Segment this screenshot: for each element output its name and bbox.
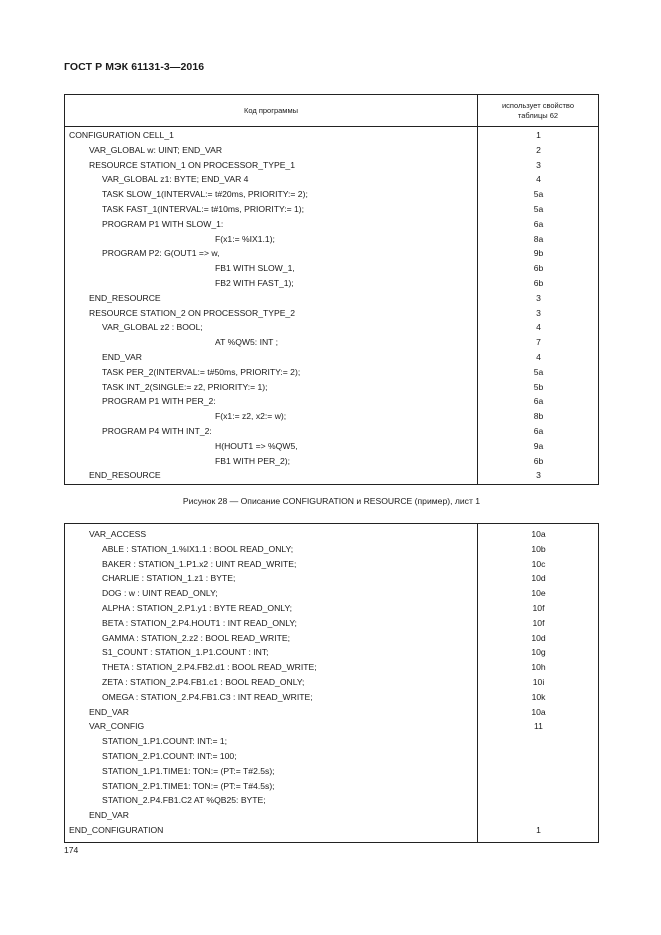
code-line: ALPHA : STATION_2.P1.y1 : BYTE READ_ONLY; [102,603,293,613]
feature-reference: 4 [536,352,541,362]
code-line: STATION_1.P1.COUNT: INT:= 1; [102,736,228,747]
table-row [65,749,598,764]
feature-reference: 10i [532,677,545,687]
table-row [65,306,598,321]
feature-reference: 10h [531,662,546,673]
feature-reference: 10d [531,573,546,584]
code-line: STATION_2.P1.TIME1: TON:= (PT:= T#4.5s); [102,780,275,791]
feature-reference: 6b [533,263,544,274]
code-line: STATION_2.P1.COUNT: INT:= 100; [102,751,237,761]
feature-reference: 6a [533,426,544,436]
feature-reference: 2 [536,144,541,155]
table-row [65,705,598,720]
table-row [65,823,598,838]
table-header-row [65,95,598,127]
table-row [65,217,598,232]
table-row [65,143,598,158]
table-row [65,246,598,261]
page-number: 174 [64,845,79,855]
code-line: VAR_GLOBAL z1: BYTE; END_VAR 4 [102,174,249,185]
code-line: FB2 WITH FAST_1); [215,278,294,288]
feature-reference: 3 [536,470,541,481]
feature-reference: 3 [536,307,541,318]
code-line: PROGRAM P2: G(OUT1 => w, [102,248,220,259]
code-line: AT %QW5: INT ; [215,337,279,348]
feature-reference: 4 [536,174,541,185]
table-row [65,764,598,779]
table-row [65,335,598,350]
code-line: ABLE : STATION_1.%IX1.1 : BOOL READ_ONLY; [102,543,294,554]
code-line: STATION_2.P4.FB1.C2 AT %QB25: BYTE; [102,795,266,806]
code-line: PROGRAM P1 WITH PER_2: [102,396,216,407]
feature-reference: 10e [531,588,546,599]
feature-reference: 7 [536,337,541,348]
table-row [65,439,598,454]
feature-reference: 9b [533,248,544,259]
table-row [65,380,598,395]
code-line: DOG : w : UINT READ_ONLY; [102,588,218,599]
table-row [65,571,598,586]
feature-reference: 6a [533,396,544,407]
code-line: CHARLIE : STATION_1.z1 : BYTE; [102,573,236,584]
figure-caption: Рисунок 28 — Описание CONFIGURATION и RESOURCE (пример), лист 1 [182,496,481,506]
table-row [65,690,598,705]
code-line: RESOURCE STATION_1 ON PROCESSOR_TYPE_1 [89,159,295,170]
code-line: TASK INT_2(SINGLE:= z2, PRIORITY:= 1); [102,381,268,392]
code-line: VAR_CONFIG [89,721,145,732]
table-row [65,675,598,690]
table-row [65,645,598,660]
feature-reference: 6a [533,218,544,229]
table-row [65,586,598,601]
feature-reference: 8b [533,411,544,422]
feature-reference: 10d [531,632,546,643]
table-row [65,424,598,439]
table-row [65,631,598,646]
code-line: PROGRAM P1 WITH SLOW_1: [102,218,224,229]
table-row [65,557,598,572]
feature-reference: 5a [533,204,544,214]
code-line: CONFIGURATION CELL_1 [69,130,174,140]
table-row [65,365,598,380]
table-row [65,454,598,469]
code-line: END_VAR [89,810,129,821]
table-row [65,291,598,306]
feature-reference: 5b [533,381,544,392]
feature-reference: 10k [531,691,546,702]
feature-reference: 10c [531,558,546,569]
code-line: STATION_1.P1.TIME1: TON:= (PT:= T#2.5s); [102,765,275,776]
table-row [65,261,598,276]
code-line: BAKER : STATION_1.P1.x2 : UINT READ_WRITE; [102,558,297,569]
code-line: S1_COUNT : STATION_1.P1.COUNT : INT; [102,647,269,658]
table-row [65,601,598,616]
code-line: OMEGA : STATION_2.P4.FB1.C3 : INT READ_WRITE; [102,691,313,702]
feature-reference: 1 [536,825,541,835]
table-row [65,158,598,173]
code-line: TASK PER_2(INTERVAL:= t#50ms, PRIORITY:= 2); [102,366,301,377]
feature-reference: 9a [533,440,544,451]
table-row [65,409,598,424]
program-code-table-sheet-2 [64,523,599,843]
feature-reference: 10a [531,529,546,539]
table-row [65,616,598,631]
code-line: END_RESOURCE [89,292,161,303]
feature-reference: 1 [536,130,541,140]
table-row [65,719,598,734]
table-row [65,734,598,749]
table-row [65,394,598,409]
program-code-table-sheet-1 [64,94,599,485]
code-line: END_RESOURCE [89,470,161,481]
feature-reference: 4 [536,322,541,333]
code-line: END_CONFIGURATION [69,825,164,835]
code-line: ZETA : STATION_2.P4.FB1.c1 : BOOL READ_ONLY; [102,677,305,687]
code-line: RESOURCE STATION_2 ON PROCESSOR_TYPE_2 [89,307,295,318]
code-line: TASK SLOW_1(INTERVAL:= t#20ms, PRIORITY:= 2); [102,189,308,200]
feature-reference: 11 [534,721,543,732]
table-row [65,808,598,823]
table-row [65,542,598,557]
table-row [65,779,598,794]
column-header-reference: использует свойство таблицы 62 [501,100,575,120]
code-line: VAR_ACCESS [89,529,147,539]
table-row [65,527,598,542]
table-row [65,468,598,483]
code-line: PROGRAM P4 WITH INT_2: [102,426,212,436]
code-line: F(x1:= z2, x2:= w); [215,411,287,422]
feature-reference: 5a [533,189,544,200]
feature-reference: 10f [532,617,545,628]
feature-reference: 6b [533,278,544,288]
code-line: END_VAR [89,706,129,717]
table-row [65,350,598,365]
table-row [65,172,598,187]
feature-reference: 10g [531,647,546,658]
feature-reference: 5a [533,366,544,377]
feature-reference: 3 [536,159,541,170]
table-row [65,276,598,291]
code-line: H(HOUT1 => %QW5, [215,440,298,451]
table-row [65,320,598,335]
code-line: FB1 WITH SLOW_1, [215,263,295,274]
feature-reference: 3 [536,292,541,303]
column-header-code: Код программы [243,106,299,115]
feature-reference: 6b [533,455,544,466]
feature-reference: 10f [532,603,545,613]
code-line: FB1 WITH PER_2); [215,455,290,466]
code-line: F(x1:= %IX1.1); [215,233,275,244]
table-row [65,128,598,143]
code-line: BETA : STATION_2.P4.HOUT1 : INT READ_ONLY; [102,617,297,628]
table-row [65,793,598,808]
table-row [65,202,598,217]
feature-reference: 10b [531,543,546,554]
document-header: ГОСТ Р МЭК 61131-3—2016 [64,61,205,73]
code-line: TASK FAST_1(INTERVAL:= t#10ms, PRIORITY:= 1); [102,204,305,214]
table-row [65,232,598,247]
code-line: END_VAR [102,352,142,362]
feature-reference: 8a [533,233,544,244]
code-line: VAR_GLOBAL z2 : BOOL; [102,322,203,333]
feature-reference: 10a [531,706,546,717]
code-line: GAMMA : STATION_2.z2 : BOOL READ_WRITE; [102,632,290,643]
table-row [65,660,598,675]
code-line: VAR_GLOBAL w: UINT; END_VAR [89,144,223,155]
table-row [65,187,598,202]
code-line: THETA : STATION_2.P4.FB2.d1 : BOOL READ_WRITE; [102,662,317,673]
